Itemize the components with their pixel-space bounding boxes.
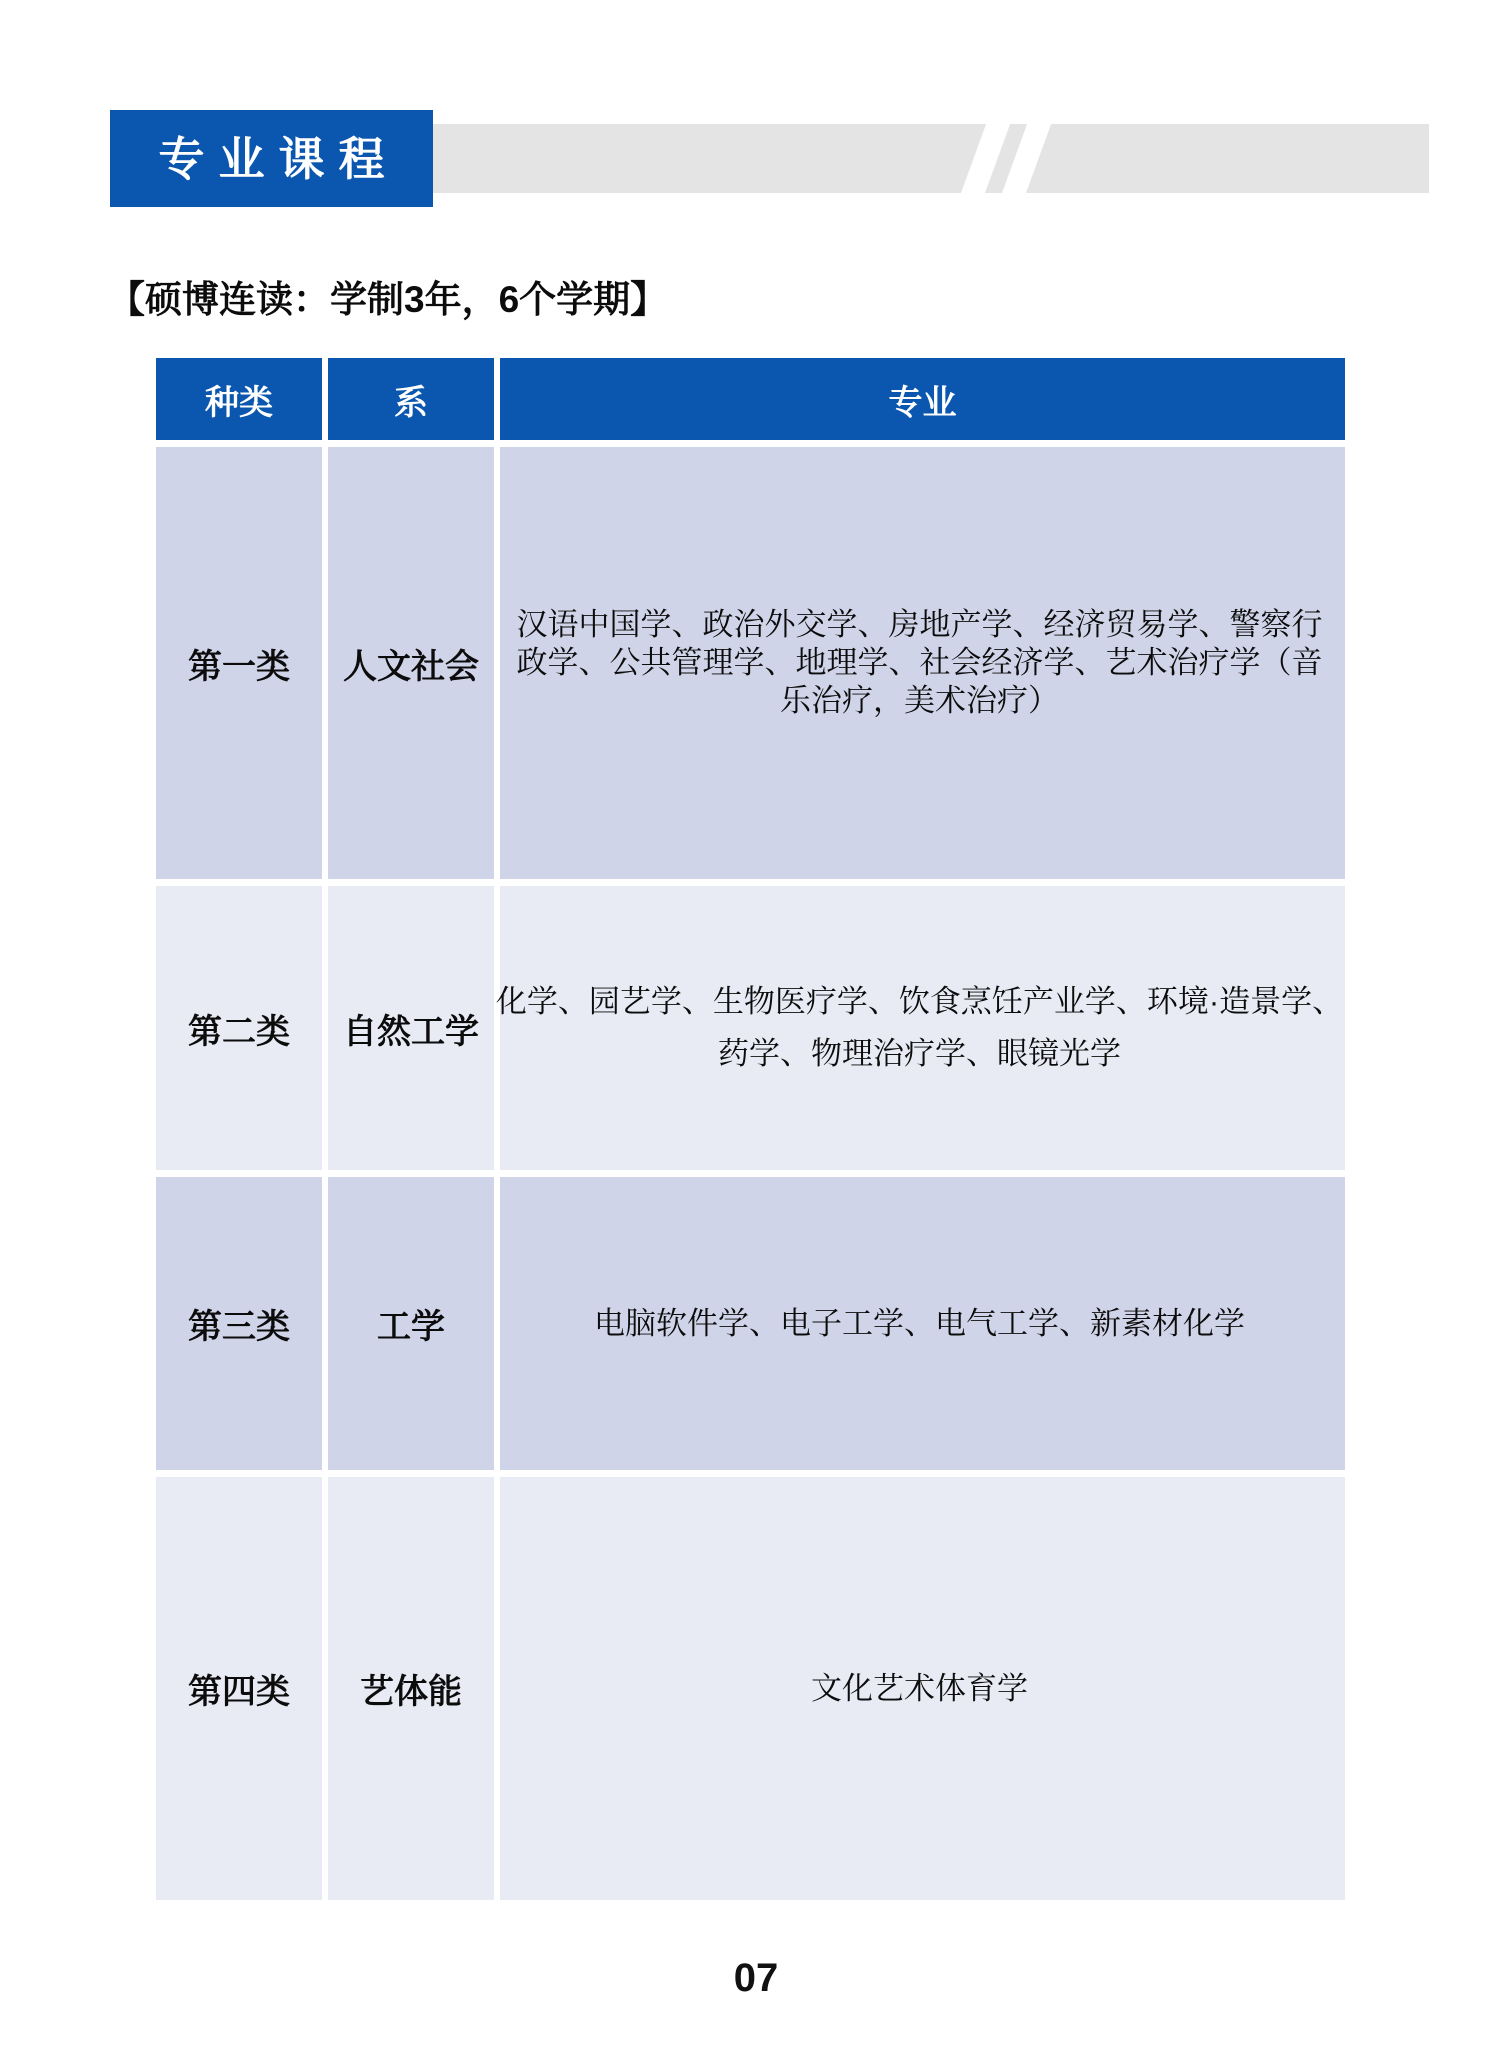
page-number: 07 bbox=[733, 1956, 779, 2000]
table-row bbox=[156, 1477, 1345, 1900]
header-banner bbox=[433, 124, 1429, 193]
department-cell: 工学 bbox=[328, 1177, 494, 1470]
column-header-department: 系 bbox=[328, 358, 494, 440]
category-cell: 第一类 bbox=[156, 447, 322, 879]
majors-cell: 化学、园艺学、生物医疗学、饮食烹饪产业学、环境·造景学、 药学、物理治疗学、眼镜光学 bbox=[500, 886, 1345, 1170]
table-row bbox=[156, 1177, 1345, 1470]
majors-cell: 文化艺术体育学 bbox=[500, 1477, 1345, 1900]
programs-table bbox=[156, 358, 1345, 1907]
department-cell: 自然工学 bbox=[328, 886, 494, 1170]
department-cell: 人文社会 bbox=[328, 447, 494, 879]
majors-cell: 电脑软件学、电子工学、电气工学、新素材化学 bbox=[500, 1177, 1345, 1470]
column-header-major: 专业 bbox=[500, 358, 1345, 440]
majors-cell: 汉语中国学、政治外交学、房地产学、经济贸易学、警察行 政学、公共管理学、地理学、社会经济学、艺术治疗学（音 乐治疗，美术治疗） bbox=[500, 447, 1345, 879]
category-cell: 第二类 bbox=[156, 886, 322, 1170]
banner-slash-icon bbox=[958, 124, 1011, 193]
table-row bbox=[156, 886, 1345, 1170]
section-title: 【硕博连读：学制3年，6个学期】 bbox=[108, 279, 668, 320]
section-badge bbox=[110, 110, 433, 207]
table-row bbox=[156, 447, 1345, 879]
column-header-category: 种类 bbox=[156, 358, 322, 440]
department-cell: 艺体能 bbox=[328, 1477, 494, 1900]
banner-slash-icon bbox=[999, 124, 1052, 193]
table-header-row bbox=[156, 358, 1345, 440]
category-cell: 第三类 bbox=[156, 1177, 322, 1470]
section-badge-label: 专业课程 bbox=[158, 132, 399, 185]
category-cell: 第四类 bbox=[156, 1477, 322, 1900]
